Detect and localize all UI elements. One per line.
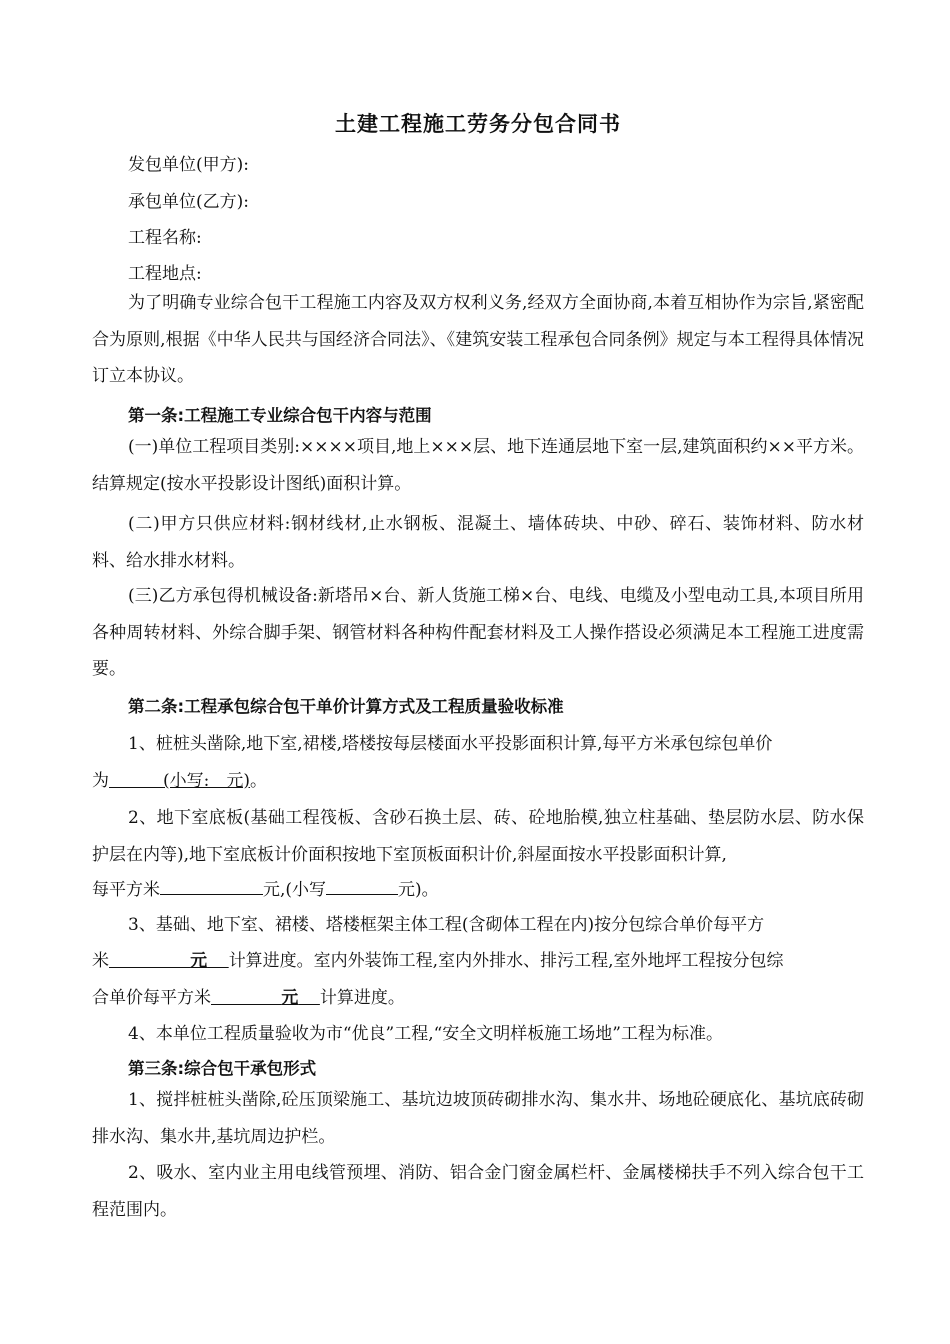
article-2-item-2-price — [92, 875, 439, 900]
article-1-item-1: (一)单位工程项目类别:××××项目,地上×××层、地下连通层地下室一层,建筑面积约××平方米。结算规定(按水平投影设计图纸)面积计算。 — [92, 437, 864, 494]
party-b-field: 承包单位(乙方): — [128, 192, 249, 212]
price-prefix: 合单价每平方米 — [92, 988, 211, 1008]
article-2-item-4: 4、本单位工程质量验收为市“优良”工程,“安全文明样板施工场地”工程为标准。 — [128, 1024, 723, 1044]
price-prefix: 为 — [92, 771, 109, 791]
article-3-heading: 第三条:综合包干承包形式 — [128, 1059, 317, 1078]
article-2-item-2: 2、地下室底板(基础工程筏板、含砂石换土层、砖、砼地胎模,独立柱基础、垫层防水层、防水保护层在内等),地下室底板计价面积按地下室顶板面积计价,斜屋面按水平投影面积计算, — [92, 808, 864, 865]
party-a-field: 发包单位(甲方): — [128, 155, 249, 175]
document-title: 土建工程施工劳务分包合同书 — [335, 112, 621, 136]
article-1-item-3: (三)乙方承包得机械设备:新塔吊×台、新人货施工梯×台、电线、电缆及小型电动工具,本项目所用各种周转材料、外综合脚手架、钢管材料各种构件配套材料及工人操作搭设必须满足本工程施工进度需要。 — [92, 586, 864, 679]
article-3-item-1: 1、搅拌桩桩头凿除,砼压顶梁施工、基坑边坡顶砖砌排水沟、集水井、场地砼硬底化、基坑底砖砌排水沟、集水井,基坑周边护栏。 — [92, 1090, 864, 1147]
price-middle: 元,(小写 — [263, 880, 327, 900]
article-2-item-3-line3 — [92, 983, 405, 1008]
intro-paragraph: 为了明确专业综合包干工程施工内容及双方权利义务,经双方全面协商,本着互相协作为宗旨,紧密配合为原则,根据《中华人民共与国经济合同法》、《建筑安装工程承包合同条例》规定与本工程得具体情况订立本协议。 — [92, 293, 864, 386]
article-2-item-1-text: 1、桩桩头凿除,地下室,裙楼,塔楼按每层楼面水平投影面积计算,每平方米承包综包单价 — [128, 734, 773, 754]
price-suffix: 。 — [250, 771, 268, 791]
article-2-item-3-line2 — [92, 946, 784, 971]
price-suffix: 计算进度。室内外装饰工程,室内外排水、排污工程,室外地坪工程按分包综 — [228, 951, 784, 971]
price-suffix: 元)。 — [398, 880, 439, 900]
project-name-field: 工程名称: — [128, 228, 202, 248]
article-1-heading: 第一条:工程施工专业综合包干内容与范围 — [128, 406, 432, 425]
price-prefix: 每平方米 — [92, 880, 160, 900]
price-suffix: 计算进度。 — [319, 988, 405, 1008]
price-blank-note: (小写: 元) — [163, 771, 251, 791]
project-site-field: 工程地点: — [128, 264, 202, 284]
price-unit: 元 — [190, 951, 208, 971]
article-2-heading: 第二条:工程承包综合包干单价计算方式及工程质量验收标准 — [128, 697, 564, 716]
article-2-item-3-text: 3、基础、地下室、裙楼、塔楼框架主体工程(含砌体工程在内)按分包综合单价每平方 — [128, 915, 765, 935]
price-blank — [109, 951, 229, 971]
article-1-item-2: (二)甲方只供应材料:钢材线材,止水钢板、混凝土、墙体砖块、中砂、碎石、装饰材料、防水材料、给水排水材料。 — [92, 514, 864, 571]
price-blank — [160, 877, 263, 895]
price-prefix: 米 — [92, 951, 109, 971]
article-3-item-2: 2、吸水、室内业主用电线管预埋、消防、铝合金门窗金属栏杆、金属楼梯扶手不列入综合包干工程范围内。 — [92, 1163, 864, 1220]
price-small-blank — [326, 877, 398, 895]
price-blank — [211, 988, 320, 1008]
price-unit: 元 — [281, 988, 299, 1008]
article-2-item-1-price — [92, 766, 267, 791]
price-blank — [109, 771, 250, 791]
